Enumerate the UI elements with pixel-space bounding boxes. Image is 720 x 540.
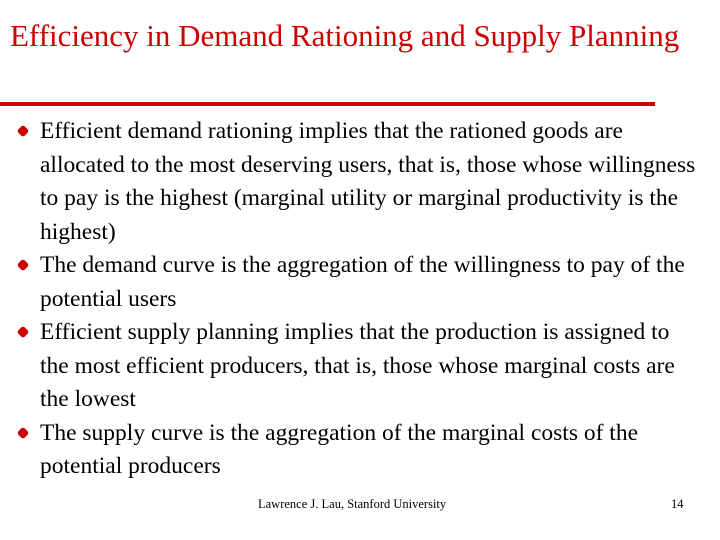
slide-title: Efficiency in Demand Rationing and Supply Planning (10, 18, 680, 53)
page-number: 14 (671, 497, 684, 511)
bullet-item (10, 249, 700, 316)
red-square-bullet-icon (17, 326, 30, 339)
bullet-item (10, 417, 700, 484)
bullet-text: Efficient demand rationing implies that the rationed goods are allocated to the most deserving users, that is, those whose willingness to pay is the highest (marginal utility or marginal productivity is the highest) (40, 118, 696, 245)
bullet-list (10, 115, 700, 484)
bullet-text: The demand curve is the aggregation of the willingness to pay of the potential users (40, 252, 685, 312)
red-square-bullet-icon (17, 259, 30, 272)
slide-footer: Lawrence J. Lau, Stanford University (258, 497, 447, 511)
red-square-bullet-icon (17, 125, 30, 138)
bullet-text: The supply curve is the aggregation of the marginal costs of the potential producers (40, 419, 638, 479)
title-underline (0, 102, 655, 106)
bullet-text: Efficient supply planning implies that the production is assigned to the most efficient producers, that is, those whose marginal costs are the lowest (40, 319, 675, 412)
bullet-item (10, 115, 700, 249)
red-square-bullet-icon (17, 426, 30, 439)
bullet-item (10, 316, 700, 417)
